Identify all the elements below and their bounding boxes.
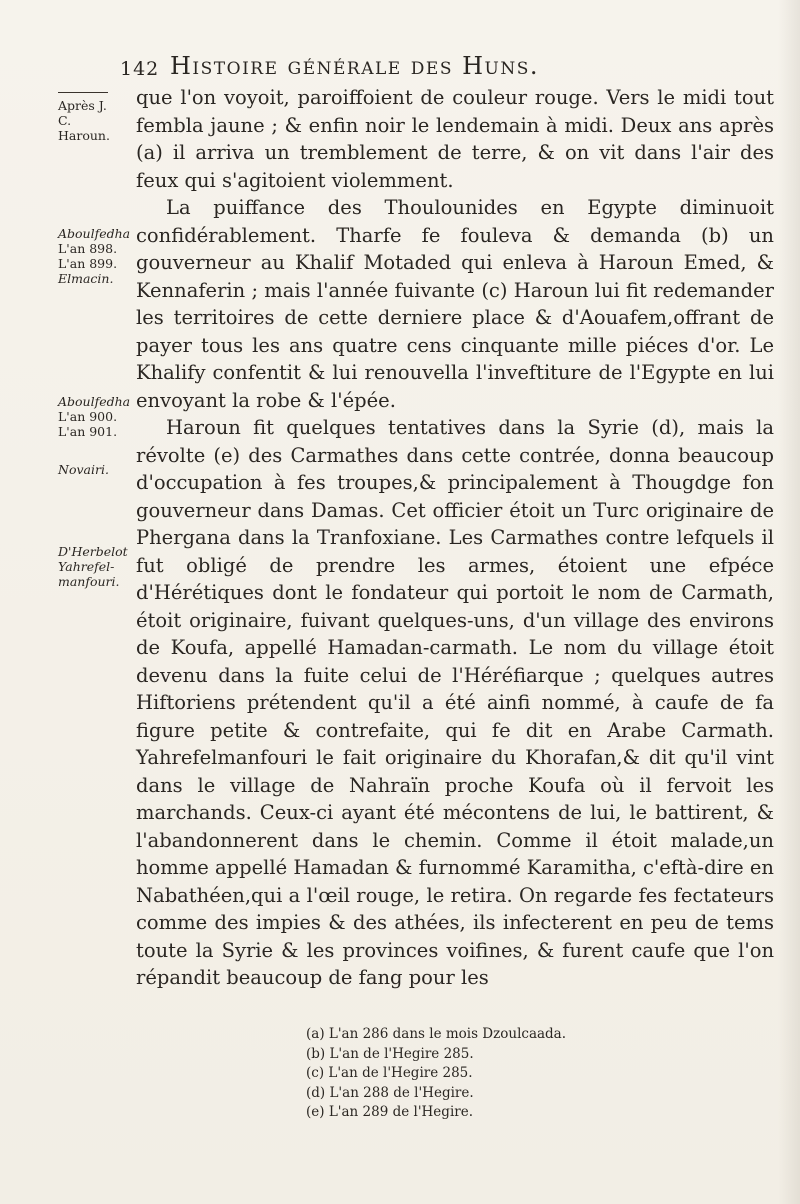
margin-note-line: Novairi. bbox=[58, 462, 109, 477]
margin-note-line: Haroun. bbox=[58, 128, 110, 143]
main-text bbox=[136, 84, 774, 992]
footnote: (b) L'an de l'Hegire 285. bbox=[306, 1045, 474, 1062]
footnotes bbox=[306, 1025, 726, 1123]
margin-note-novairi bbox=[58, 462, 122, 477]
margin-note-line: L'an 900. bbox=[58, 409, 118, 424]
margin-note-line: Aboulfedha bbox=[58, 394, 131, 409]
margin-note-line: Yahrefel- bbox=[58, 559, 115, 574]
margin-note-line: L'an 898. bbox=[58, 241, 118, 256]
margin-note-line: manfouri. bbox=[58, 574, 120, 589]
page-number: 142 bbox=[120, 58, 160, 80]
margin-note-line: Aboulfedha bbox=[58, 226, 131, 241]
margin-rule bbox=[58, 92, 108, 93]
running-title: Histoire générale des Huns. bbox=[170, 52, 540, 80]
page-edge-shadow bbox=[778, 0, 800, 1204]
paragraph: La puiffance des Thoulounides en Egypte diminuoit confidérablement. Tharfe fe fouleva & demanda (b) un gouverneur au Khalif Motaded qui enleva à Haroun Emed, & Kennaferin ; mais l'année fuivante (c) Haroun lui fit redemander les territoires de cette derniere place & d'Aouafem,offrant de payer tous les ans quatre cens cinquante mille piéces d'or. Le Khalify confentit & lui renouvella l'inveftiture de l'Egypte en lui envoyant la robe & l'épée. bbox=[136, 196, 774, 412]
footnote: (d) L'an 288 de l'Hegire. bbox=[306, 1084, 474, 1101]
footnote: (a) L'an 286 dans le mois Dzoulcaada. bbox=[306, 1026, 567, 1042]
margin-note-aboulfedha-2 bbox=[58, 394, 131, 439]
footnote: (c) L'an de l'Hegire 285. bbox=[306, 1065, 473, 1081]
margin-note-aboulfedha-1 bbox=[58, 226, 131, 286]
margin-note-dherbelot bbox=[58, 544, 128, 589]
margin-note-apres-jc bbox=[58, 98, 122, 143]
paragraph: que l'on voyoit, paroiffoient de couleur rouge. Vers le midi tout fembla jaune ; & enfin noir le lendemain à midi. Deux ans après (a) il arriva un tremblement de terre, & on vit dans l'air des feux qui s'agitoient violemment. bbox=[136, 86, 774, 192]
margin-note-line: L'an 899. bbox=[58, 256, 118, 271]
paragraph: Haroun fit quelques tentatives dans la Syrie (d), mais la révolte (e) des Carmathes dans cette contrée, donna beaucoup d'occupation à fes troupes,& principalement à Thougdge fon gouverneur dans Damas. Cet officier étoit un Turc originaire de Phergana dans la Tranfoxiane. Les Carmathes contre lefquels il fut obligé de prendre les armes, étoient une efpéce d'Hérétiques dont le fondateur qui portoit le nom de Carmath, étoit originaire, fuivant quelques-uns, d'un village des environs de Koufa, appellé Hamadan-carmath. Le nom du village étoit devenu dans la fuite celui de l'Héréfiarque ; quelques autres Hiftoriens prétendent qu'il a été ainfi nommé, à caufe de fa figure petite & contrefaite, qui fe dit en Arabe Carmath. Yahrefelmanfouri le fait originaire du Khorafan,& dit qu'il vint dans le village de Nahraïn proche Koufa où il fervoit les marchands. Ceux-ci ayant été mécontens de lui, le battirent, & l'abandonnerent dans le chemin. Comme il étoit malade,un homme appellé Hamadan & furnommé Karamitha, c'eftà-dire en Nabathéen,qui a l'œil rouge, le retira. On regarde fes fectateurs comme des impies & des athées, ils infecterent en peu de tems toute la Syrie & les provinces voifines, & furent caufe que l'on répandit beaucoup de fang pour les bbox=[136, 416, 774, 989]
margin-note-line: Elmacin. bbox=[58, 271, 114, 286]
footnote: (e) L'an 289 de l'Hegire. bbox=[306, 1104, 473, 1120]
margin-note-line: D'Herbelot bbox=[58, 544, 128, 559]
page-header bbox=[120, 52, 770, 84]
margin-note-line: L'an 901. bbox=[58, 424, 118, 439]
margin-note-line: Après J. C. bbox=[58, 98, 107, 128]
